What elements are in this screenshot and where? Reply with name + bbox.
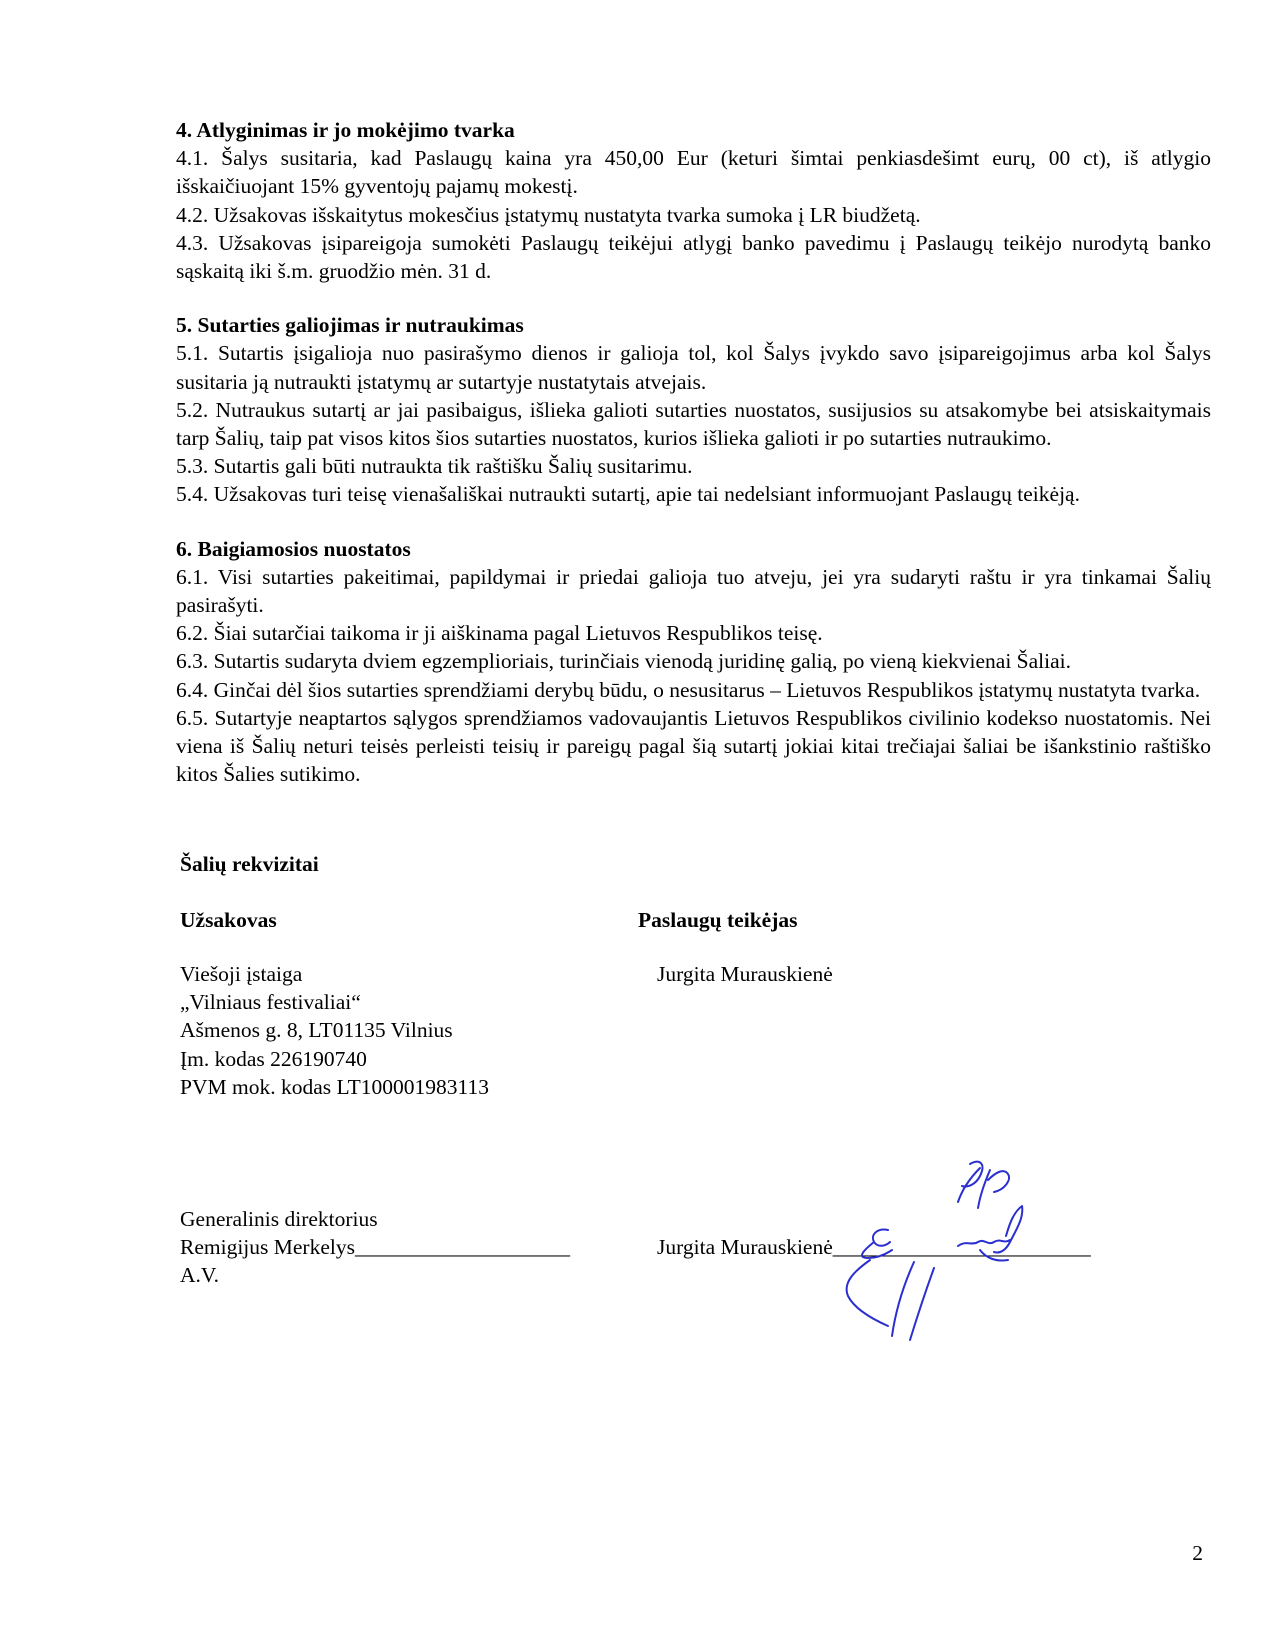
customer-signature-block <box>180 1205 570 1290</box>
section-heading: 5. Sutarties galiojimas ir nutraukimas <box>176 313 524 338</box>
provider-name: Jurgita Murauskienė <box>657 962 833 986</box>
clause: 4.3. Užsakovas įsipareigoja sumokėti Paslaugų teikėjui atlygį banko pavedimu į Paslaugų teikėjo nurodytą banko sąskaitą iki š.m. gruodžio mėn. 31 d. <box>176 230 1211 284</box>
clause: 6.2. Šiai sutarčiai taikoma ir ji aiškinama pagal Lietuvos Respublikos teisę. <box>176 621 823 646</box>
customer-line: Viešoji įstaiga <box>180 962 303 986</box>
provider-label: Paslaugų teikėjas <box>638 908 798 932</box>
provider-signatory-line: Jurgita Murauskienė________________________ <box>657 1235 1091 1259</box>
clause: 6.3. Sutartis sudaryta dviem egzemplioriais, turinčiais vienodą juridinę galią, po vieną kiekvienai Šaliai. <box>176 649 1072 674</box>
signatory-line: Remigijus Merkelys____________________ <box>180 1235 570 1260</box>
signatory-title: Generalinis direktorius <box>180 1207 378 1231</box>
section-5 <box>176 311 1211 508</box>
requisites-title: Šalių rekvizitai <box>180 852 319 876</box>
document-body <box>176 116 1211 814</box>
clause: 5.2. Nutraukus sutartį ar jai pasibaigus, išlieka galioti sutarties nuostatos, susijusios su atsakomybe bei atsiskaitymais tarp Šalių, taip pat visos kitos šios sutarties nuostatos, kurios išlieka galioti ir po sutarties nutraukimo. <box>176 397 1211 451</box>
section-6 <box>176 535 1211 789</box>
clause: 6.5. Sutartyje neaptartos sąlygos sprendžiamos vadovaujantis Lietuvos Respublikos civilinio kodekso nuostatomis. Nei viena iš Šalių neturi teisės perleisti teisių ir pareigų pagal šią sutartį jokiai kitai trečiajai šaliai be išankstinio raštiško kitos Šalies sutikimo. <box>176 705 1211 787</box>
section-heading: 4. Atlyginimas ir jo mokėjimo tvarka <box>176 118 515 142</box>
signature-strokes <box>847 1162 1023 1340</box>
clause: 5.3. Sutartis gali būti nutraukta tik raštišku Šalių susitarimu. <box>176 454 693 479</box>
customer-line: PVM mok. kodas LT100001983113 <box>180 1074 489 1099</box>
clause: 6.1. Visi sutarties pakeitimai, papildymai ir priedai galioja tuo atveju, jei yra sudaryti raštu ir yra tinkamai Šalių pasirašyti. <box>176 564 1211 618</box>
stamp-label: A.V. <box>180 1263 220 1288</box>
handwritten-signature <box>830 1150 1070 1345</box>
clause: 5.1. Sutartis įsigalioja nuo pasirašymo dienos ir galioja tol, kol Šalys įvykdo savo įsipareigojimus arba kol Šalys susitaria ją nutraukti įstatymų ar sutartyje nustatytais atvejais. <box>176 341 1211 394</box>
clause: 4.2. Užsakovas išskaitytus mokesčius įstatymų nustatyta tvarka sumoka į LR biudžetą. <box>176 202 921 227</box>
section-4 <box>176 116 1211 285</box>
customer-details <box>180 960 489 1101</box>
clause: 5.4. Užsakovas turi teisę vienašališkai nutraukti sutartį, apie tai nedelsiant informuojant Paslaugų teikėją. <box>176 482 1080 507</box>
customer-line: Įm. kodas 226190740 <box>180 1046 367 1071</box>
clause: 4.1. Šalys susitaria, kad Paslaugų kaina yra 450,00 Eur (keturi šimtai penkiasdešimt eurų, 00 ct), iš atlygio išskaičiuojant 15% gyventojų pajamų mokestį. <box>176 146 1211 199</box>
section-heading: 6. Baigiamosios nuostatos <box>176 536 411 561</box>
customer-label: Užsakovas <box>180 908 277 932</box>
clause: 6.4. Ginčai dėl šios sutarties sprendžiami derybų būdu, o nesusitarus – Lietuvos Respublikos įstatymų nustatyta tvarka. <box>176 677 1201 702</box>
customer-line: Ašmenos g. 8, LT01135 Vilnius <box>180 1018 453 1043</box>
customer-line: „Vilniaus festivaliai“ <box>180 990 361 1015</box>
page-number: 2 <box>1192 1541 1203 1565</box>
